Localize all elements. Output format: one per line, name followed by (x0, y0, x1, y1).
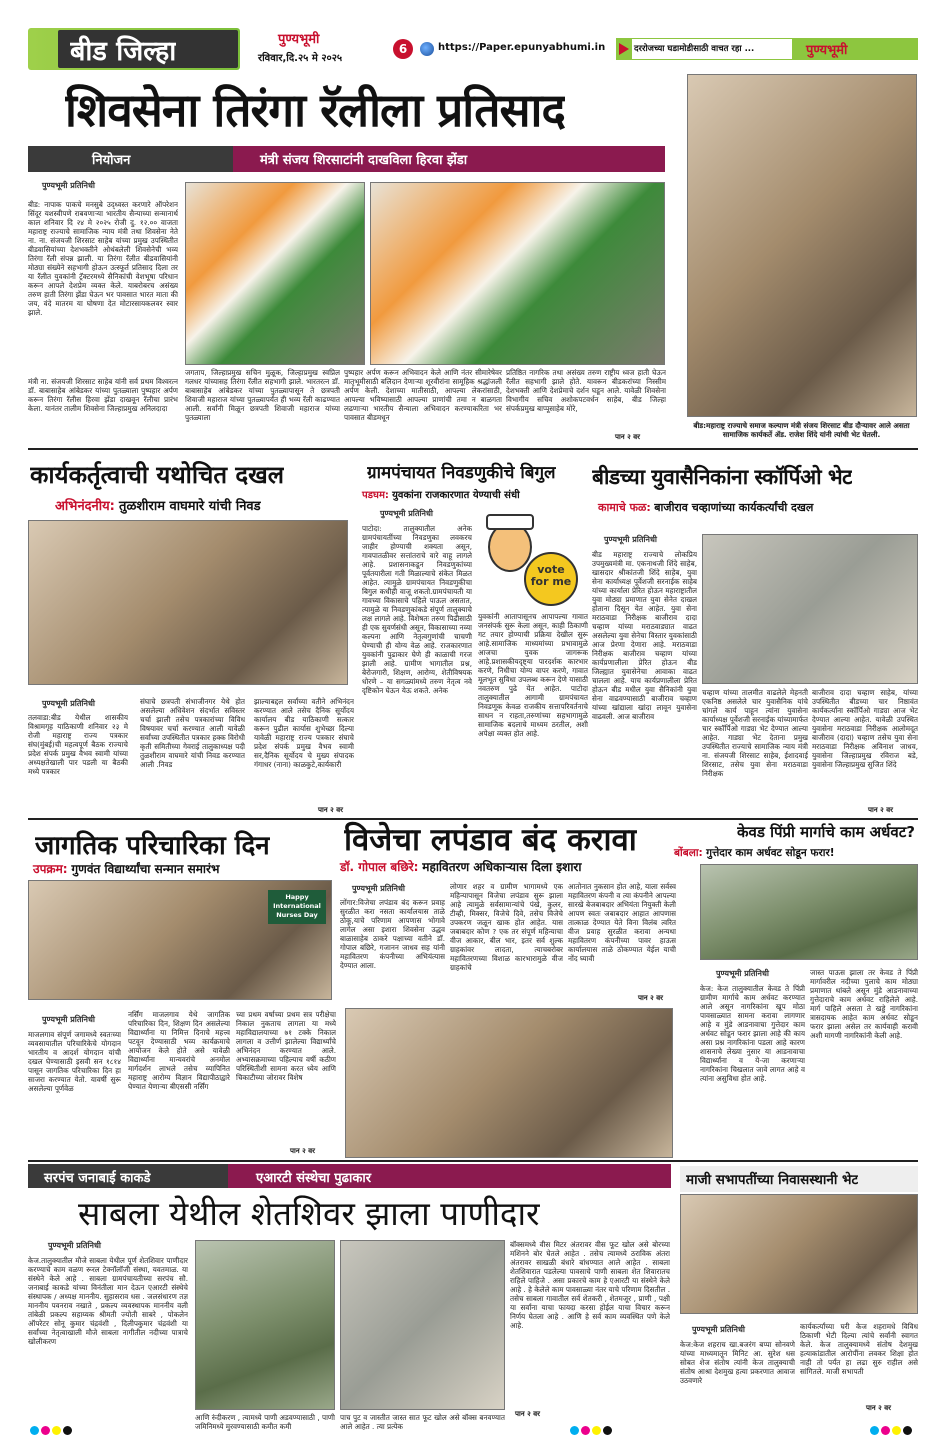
story3-byline: पुण्यभूमी प्रतिनिधी (380, 509, 433, 518)
story1-col2: जगताप, जिल्हाप्रमुख सचिन मुळूक, जिल्हाप्रमुख स्वप्निल गलधर यांच्यासह तिरंगा रॅलीत सहभागी झाले. भारतरत्न डॉ. बाबासाहेब आंबेडकर यांच्या पुतळ्यापासून ते छत्रपती शिवाजी महाराज यांच्या पुतळ्यापर्यंत ही भव्य रॅली काढण्यात आली. सर्वांनी मिळून छत्रपती शिवाजी महाराज यांच्या पुतळ्याला (185, 368, 340, 422)
cartoon-cap-icon (486, 514, 534, 530)
divider-1 (28, 448, 918, 450)
story6-col3: आतोनात नुकसान होत आहे, याला सर्वस्व महावितरण कंपनी व त्या कंपनीने आपल्या सारखे बेजबाबदार अभियंता नियुक्ती केली आपण स्वतः जबाबदार आहात आपणास तात्काळ देण्यात येते विना विलंब त्वरित वीज प्रवाह सुरळीत करावा अन्यथा महावितरण कंपनीच्या पावर हाऊस कार्यालयास ताळे ठोकण्यात येईल याची नोंद घ्यावी (568, 882, 676, 963)
story6-col1: लोंगार:विजेचा लपंडाव बंद करून प्रवाह सुरळीत करा नसता कार्यालयास ताळे ठोकू,याचे परिणाम आपणास भोगावे लागेल असा इशारा शिवसेना उद्धव बाळासाहेब ठाकरे पक्षाच्या वतीने डॉ. गोपाल बछिरे, गजानन जाधव सह यांनी महावितरण कंपनीच्या अभियंत्यास देण्यात आला. (340, 898, 445, 970)
story1-col4: प्रतिष्ठित नागरिक तथा असंख्य तरुण राष्ट्रीय ध्वज हाती घेऊन रॅलीत सहभागी झाले होते. यावरून बीडकरांच्या निस्सीम देशभक्ती आणि देशप्रेमाचे दर्शन घडून आले. यावेळी शिवसेना विभागीय सचिव अशोकपटवर्धन साहेब, बीड जिल्हा संपर्कप्रमुख बाप्पूसाहेब मोरे, (506, 368, 666, 413)
story4-sub-label: कामाचे फळ: (598, 501, 651, 514)
story1-col1b: मंत्री ना. संजयजी शिरसाट साहेब यांनी सर्व प्रथम विश्वरत्न डॉ. बाबासाहेब आंबेडकर यांच्या पुतळ्याला पुष्पहार अर्पण करून तिरंगा रॅलीस हिरवा झेंडा दाखवून रॅलीचा प्रारंभ केला. यानंतर तालीम शिवसेना जिल्हाप्रमुख अनिलदादा (28, 377, 178, 413)
story2-sub-label: अभिनंदनीय: (55, 499, 115, 514)
registration-dots-left (30, 1420, 74, 1439)
story7-sub-text: गुत्तेदार काम अर्धवट सोडून फरार! (706, 847, 835, 859)
story5-continued: पान २ वर (290, 1147, 315, 1155)
story6-sub-label: डॉ. गोपाल बछिरे: (340, 860, 419, 874)
story7-byline: पुण्यभूमी प्रतिनिधी (716, 969, 769, 978)
story4-continued: पान २ वर (868, 806, 893, 814)
story4-photo-scorpio (702, 534, 918, 684)
story1-continued: पान २ वर (615, 433, 640, 441)
paper-logo-right: पुण्यभूमी (806, 43, 848, 58)
story8-headline: साबला येथील शेतशिवर झाला पाणीदार (78, 1194, 540, 1233)
tagline-bar (616, 38, 918, 60)
story6-sub-text: महावितरण अधिकाऱ्यास दिला इशारा (422, 860, 582, 874)
story1-col1: बीड: नापाक पाकचे मनसुबे उद्ध्वस्त करणारे ऑपरेशन सिंदूर यशस्वीपणे राबवणाऱ्या भारतीय सैन्याच्या सन्मानार्थ काल शनिवार दि २४ मे २०२५ रोजी दु. १२.०० वाजता महाराष्ट्र राज्याचे सामाजिक न्याय मंत्री तथा शिवसेना नेते ना. ना. संजयजी शिरसाट साहेब यांच्या प्रमुख उपस्थितीत बीडवासियांच्या देशभक्तीने ओथंबलेली शिवसेनेची भव्य तिरंगा रॅली संपन्न झाली. या तिरंगा रॅलीत बीडवासियांनी मोठ्या संख्येने सहभागी होऊन उत्स्फूर्त प्रतिसाद दिला तर या रॅलीत युवकांनी ट्रॅक्टरमध्ये सैनिकांची वेशभूषा परिधान करून आपले देशप्रेम व्यक्त केले. याबरोबरच असंख्य तरुण हाती तिरंगा झेंडा घेऊन भर पावसात भारत माता की जय, वंदे मातरम या घोषणा देत मोटारसायकलवर स्वार झाले. (28, 200, 178, 317)
story3-sub-label: पडघम: (362, 490, 389, 501)
story9-byline: पुण्यभूमी प्रतिनिधी (692, 1325, 745, 1334)
story8-bar-right-text: एआरटी संस्थेचा पुढाकार (256, 1171, 372, 1186)
story1-photo-caption: बीड:महाराष्ट्र राज्याचे समाज कल्याण मंत्री संजय शिरसाट बीड दौऱ्यावर आले असता सामाजिक कार्यकर्ते ॲड. राजेश शिंदे यांनी त्यांची भेट घेतली. (693, 421, 910, 439)
story8-caption2: पाच पुट व जास्तीत जास्त सात फूट खोल असे बॉक्स बनवण्यात आले आहेत . त्या प्रत्येक (340, 1413, 505, 1431)
story1-headline: शिवसेना तिरंगा रॅलीला प्रतिसाद (65, 83, 565, 137)
story5-col2: नर्सिंग माजलगाव येथे जागतिक परिचारिका दिन, शिक्षण दिन असलेल्या विद्यार्थ्यांना या निमित्त दिनाचे महत्त्व पटवून देण्यासाठी भव्य कार्यक्रमाचे आयोजन केले होते असे यावेळी विद्यार्थ्यांना मान्यवरांचे अनमोल मार्गदर्शन लाभले तसेच व्यापिनित महाराष्ट्र आरोग्य विज्ञान विद्यापीठाद्वारे घेण्यात येणाऱ्या बीएससी नर्सिंग (128, 1010, 230, 1091)
story4-sub-text: बाजीराव चव्हाणांच्या कार्यकर्त्यांची दखल (654, 501, 814, 514)
masthead (28, 28, 918, 70)
story6-subhead (340, 858, 581, 875)
story7-headline: केवड पिंप्री मार्गाचे काम अर्धवट? (737, 823, 915, 841)
story5-byline: पुण्यभूमी प्रतिनिधी (42, 1015, 95, 1024)
story3-col2: युवकांनी आतापासूनच आपापल्या गावात जनसंपर्क सुरू केला असून, काही ठिकाणी गट तयार होण्याची प्रक्रिया देखील सुरू आहे.सामाजिक माध्यमांच्या प्रभावामुळे आजचा युवक जागरूक आहे.प्रशासकीयदृष्ट्या पारदर्शक कारभार करणे, निधीचा योग्य वापर करणे, गावात मूलभूत सुविधा उपलब्ध करून देणे यासाठी नवतरुण पुढे येत आहेत. पाटोदा तालुक्यातील आगामी ग्रामपंचायत निवडणूक केवळ राजकीय सत्तापरिवर्तनाचे साधन न राहता,तरुणांच्या सहभागामुळे सामाजिक बदलाचे माध्यम ठरतील, अशी अपेक्षा व्यक्त होत आहे. (478, 612, 588, 738)
website-url[interactable]: https://Paper.epunyabhumi.in (438, 42, 606, 53)
story3-headline: ग्रामपंचायत निवडणुकीचे बिगुल (367, 463, 556, 483)
registration-dots-mid (570, 1420, 614, 1439)
divider-3 (28, 1160, 918, 1162)
story1-photo-rally-left (185, 182, 365, 365)
story4-col2: चव्हाण यांच्या तालमीत वाढलेले मेहनती एकनिष्ठ असलेले चार युवासैनिक यांचे चांगले कार्य पाहून त्यांना युवासेना कार्याध्यक्ष पूर्वेशजी सरनाईक यांच्यामार्फत चार स्कॉर्पिओ गाड्या भेट देण्यात आल्या आहेत. गाड्या भेट देताना प्रमुख उपस्थितीत राज्याचे सामाजिक न्याय मंत्री ना. संजयजी शिरसाट साहेब, ईशादवाई शिरसाट, तसेच युवा सेना मराठवाडा निरीक्षक (702, 688, 808, 778)
arrow-icon (619, 43, 629, 55)
story2-col1: तलवाडा:बीड येथील शासकीय विश्रामगृह याठिकाणी शनिवार २३ मे रोजी महाराष्ट्र राज्य पत्रकार संघ(मुंबई)ची महत्वपूर्ण बैठक राज्याचे प्रदेश संपर्क प्रमुख वैभव स्वामी यांच्या अध्यक्षतेखाली पार पडली या बैठकी मध्ये पत्रकार (28, 713, 128, 776)
tagline: दररोजच्या घडामोडीसाठी वाचत रहा ... (634, 44, 755, 54)
story1-bar-right-text: मंत्री संजय शिरसाटांनी दाखविला हिरवा झेंडा (260, 153, 468, 168)
story3-cartoon (478, 512, 578, 608)
story6-col2: लोणार शहर व ग्रामीण भागामध्ये एक महिन्यापासून विजेचा लपंडाव सुरू झाला आहे त्यामुळे सर्वसामान्यांचे पंखे, कुलर, टीव्ही, मिक्सर, विजेचे दिवे, तसेच विजेचे उपकरण जळून खाक होत आहेत. यास जबाबदार कोण ? एक तर संपूर्ण महिन्याचा वीज आकार, बील भार, इतर सर्व शुल्क ग्राहकांवर लादता, त्याचबरोबर महावितरणच्या विशाळ कारभारामुळे वीज ग्राहकांचे (450, 882, 563, 972)
story6-photo-memorandum (345, 1008, 673, 1158)
issue-date: रविवार,दि.२५ मे २०२५ (258, 53, 343, 64)
story9-col2: कार्यकर्त्यांच्या घरी केज शहरामधे विविध ठिकाणी भेटी दिल्या त्यांचे सर्वांनी स्वागत केले. केज तालुक्यामध्ये संतोष देशमुख हत्याकांडातील आरोपींना लवकर शिक्षा होत नाही तो पर्यंत हा लढा सुरु राहील असे सांगितले. माजी सभापती (800, 1322, 918, 1376)
story2-col2: संघाचे छत्रपती संभाजीनगर येथे होत असलेल्या अधिवेशन संदर्भात सविस्तर चर्चा झाली तसेच पत्रकारांच्या विविध विषयावर चर्चा करण्यात आली यावेळी सर्वांच्या उपस्थितीत पत्रकार हक्क विरोधी कृती समितीच्या गेवराई तालुकाध्यक्ष पदी तुळशीराम वाघमारे यांची निवड करण्यात आली .निवड (140, 697, 245, 769)
story1-photo-rally-right (370, 182, 665, 365)
story2-continued: पान २ वर (318, 806, 343, 814)
story8-caption1: आणि रुंदीकरण , त्यामध्ये पाणी अडवण्यासाठी , पाणी जमिनिमध्ये मुरवण्यासाठी कमीत कमी (195, 1413, 335, 1431)
story8-continued: पान २ वर (515, 1410, 540, 1418)
registration-dots-right (870, 1420, 914, 1439)
story8-photo-people (340, 1240, 505, 1410)
story1-bar-left-text: नियोजन (92, 153, 131, 168)
story8-bar-left-text: सरपंच जनाबाई काकडे (44, 1171, 151, 1186)
page-number-badge: 6 (393, 39, 413, 59)
story9-continued: पान २ वर (866, 1404, 891, 1412)
story2-byline: पुण्यभूमी प्रतिनिधी (42, 699, 95, 708)
vote-badge-text: vote for me (530, 563, 572, 588)
story7-col1: केज: केज तालुक्यातील केवड ते पिंप्री ग्रामीण मार्गाचे काम अर्धवट करण्यात आले असून नागरिकांना खूप मोठा पावसाळ्यात सामना करावा लागणार आहे व मुंडे आडनावाचा गुत्तेदार काम अर्धवट सोडून फरार झाला आहे की काय असा प्रश्न नागरिकांना पडला आहे कारण शासनाचे लेख्या नुसार या आडनावाचा विद्यार्थ्यांना व ये-जा करणाऱ्या नागरिकांना चिखलात जावे लागत आहे व त्यांना असुविधा होत आहे. (700, 984, 805, 1083)
story5-subhead (33, 860, 219, 877)
story4-subhead (598, 500, 813, 515)
story2-photo-group (28, 520, 348, 685)
story2-subhead (55, 496, 261, 514)
story5-sub-label: उपक्रम: (33, 862, 68, 876)
globe-icon (420, 42, 434, 56)
story8-col1: केज.तालुक्यातील मौजे साबला येथील पूर्ण शेतशिवार पाणीदार करण्याचे काम वळण रूरल टेक्नॉलॉजी संस्था, यवतमाळ. या संस्थेने केले आहे . साबला ग्रामपंचायतीच्या सरपंच सौ. जनाबाई काकडे यांच्या विनंतीला मान देऊन एआरटी संस्थेचे संस्थापक / अध्यक्ष माननीय. सुहासराव धस . जलसंधारण तज्ञ माननीय पवनराव नखाते , प्रकल्प व्यवस्थापक माननीय वली तांबेळी प्रकल्प सहाय्यक श्रीमती ज्योती साबरे , पोकलेन ऑपरेटर सोनू कुमार चंद्रवंशी , दिलीपकुमार चंद्रवंशी या सर्वांच्या नेतृत्वाखाली मौजे साबला नागीतील नदीच्या पात्राचे खोलीकरण (28, 1256, 188, 1346)
story1-photo-meeting (687, 74, 917, 417)
story2-col3: झाल्याबद्दल सर्वांच्या वतीने अभिनंदन करण्यात आले तसेच दैनिक सूर्योदय कार्यालय बीड याठिकाणी सत्कार करून पुढील कार्यास शुभेच्छा दिल्या यावेळी महाराष्ट्र राज्य पत्रकार संघाचे प्रदेश संपर्क प्रमुख वैभव स्वामी सर,दैनिक सूर्योदय चे मुख्य संपादक गंगाधर (नाना) काळकुटे,कार्यकारी (254, 697, 354, 769)
story6-continued: पान २ वर (638, 994, 663, 1002)
story7-col2: जास्त पाऊस झाला तर केवड ते पिंप्री मार्गावरील नदीच्या पुलाचे काम मोठ्या प्रमाणात थांबले असून मुंडे आडनावाच्या गुत्तेदाराचे काम अर्धवट राहिलेले आहे. मार्ग पाहिले असता ते खड्डे नागरिकांना त्रासदायक आहेत काम अर्धवट सोडून फरार झाला असेल तर कार्यवाही करावी अशी मागणी नागरिकांनी केली आहे. (810, 968, 918, 1040)
story4-col1: बीड महाराष्ट्र राज्याचे लोकप्रिय उपमुख्यमंत्री मा. एकनाथजी शिंदे साहेब, खासदार श्रीकांतजी शिंदे साहेब, युवा सेना कार्याध्यक्ष पूर्वेशजी सरनाईक साहेब यांच्या कार्याला प्रेरित होऊन महाराष्ट्रातील युवा मोठ्या प्रमाणात युवा सेनेत दाखल होताना दिसून येत आहेत. युवा सेना मराठवाडा निरीक्षक बाजीराव दादा चव्हाण यांच्या मराठवाड्यात वाढत असलेल्या युवा सेनेचा विस्तार युवकांसाठी आज प्रेरणा देणारा आहे. मराठवाडा निरीक्षक बाजीराव चव्हाण यांच्या कार्यप्रणालीला प्रेरित होऊन बीड जिल्ह्यात युवासेनेचा आवाका वाढत चालला आहे. याच कार्यप्रणालीला प्रेरित होऊन बीड मधील युवा सैनिकांनी युवा सेना वाढवण्यासाठी बाजीराव चव्हाण यांच्या खांद्याला खांदा लावून युवासेना वाढवली. आज बाजीराव (592, 550, 697, 721)
story5-photo-sign: Happy International Nurses Day (268, 890, 326, 924)
story4-col3: बाजीराव दादा चव्हाण साहेब, यांच्या उपस्थितीत बीडच्या चार निष्ठावंत कार्यकर्त्यांना स्कॉर्पिओ गाड्या आज भेट देण्यात आल्या आहेत. यावेळी उपस्थित युवासेना मराठवाडा निरीक्षक आलोमदूत बाजीराव (दादा) चव्हाण तसेच युवा सेना मराठवाडा निरीक्षक अविनाश जाधव, युवासेना जिल्हाप्रमुख रविराज बडे, युवासेना जिल्हाप्रमुख सुजित शिंदे (812, 688, 918, 769)
story5-col1: माजलगाव संपूर्ण जगामध्ये स्वतःच्या व्यवसायातील परिचारिकेचे योगदान भारतीय व आदर्श योगदान यांची दखल घेण्यासाठी इसवी सन १८१४ पासून जागतिक परिचारिका दिन हा साजरा करण्यात येतो. यावर्षी सुरू असलेल्या पूर्णवेळ (28, 1030, 121, 1093)
paper-logo: पुण्यभूमी (278, 32, 320, 47)
story7-subhead (674, 846, 835, 860)
story4-byline: पुण्यभूमी प्रतिनिधी (604, 535, 657, 544)
story6-byline: पुण्यभूमी प्रतिनिधी (352, 884, 405, 893)
story3-col1: पाटोदा: तालुक्यातील अनेक ग्रामपंचायतींच्या निवडणुका लवकरच जाहीर होण्याची शक्यता असून, गावपातळीवर सत्तांतराचे वारे वाहू लागले आहे. प्रशासनाकडून निवडणुकांच्या पूर्वतयारीला गती मिळाल्याचे संकेत मिळत आहेत. त्यामुळे ग्रामपंचायत निवडणुकीचा बिगुल कधीही वाजू शकतो.ग्रामपंचायती या गावच्या विकासाचे पहिले पाऊल असतात, त्यामुळे या निवडणुकांकडे संपूर्ण तालुक्याचे लक्ष लागले आहे. विशेषतः तरुण पिढीसाठी ही एक सुवर्णसंधी असून, विकासाच्या नव्या कल्पना आणि नेतृत्वगुणांची चाचणी घेण्याची ही योग्य वेळ आहे. राजकारणात युवकांनी पुढाकार घेणे ही काळाची गरज झाली आहे. ग्रामीण भागातील प्रश्न, बेरोजगारी, शिक्षण, आरोग्य, शेतीविषयक धोरणे – या सगळ्यांमध्ये तरुण नेतृत्व नवे दृष्टिकोन घेऊन येऊ शकते. अनेक (362, 524, 472, 695)
section-badge (28, 28, 240, 70)
story7-photo-road (700, 864, 918, 960)
story7-sub-label: बोंबला: (674, 847, 703, 859)
story5-headline: जागतिक परिचारिका दिन (35, 831, 270, 861)
story1-byline: पुण्यभूमी प्रतिनिधी (42, 181, 95, 190)
story9-headline: माजी सभापतींच्या निवासस्थानी भेट (686, 1172, 859, 1188)
story8-byline: पुण्यभूमी प्रतिनिधी (48, 1241, 101, 1250)
story9-photo-visit (680, 1194, 918, 1314)
story8-photo-canal (195, 1240, 335, 1410)
story3-sub-text: युवकांना राजकारणात येण्याची संधी (392, 490, 520, 501)
story5-col3: च्या प्रथम वर्षाच्या प्रथम सत्र परीक्षेचा निकाल नुकताच लागला या मध्ये महाविद्यालयाच्या ७१ टक्के निकाल लागला व उत्तीर्ण झालेल्या विद्यार्थ्यांचे अभिनंदन करण्यात आले. अभ्यासक्रमाच्या पहिल्याच वर्षी कठीण परिस्थितीशी सामना करत ध्येय आणि चिकाटीच्या जोरावर विशेष (236, 1010, 336, 1082)
story4-headline: बीडच्या युवासैनिकांना स्कॉर्पिओ भेट (592, 465, 853, 489)
story9-col1: केज:केज शहराच खा.बजरंग बप्पा सोनवणे यांच्या माध्यमातून मिनिट आ. सुरेश धस सोबत शेज संतोष त्यांनी केज तालुक्याची संतोष आश्रा देशमुख हत्या प्रकरणात आवाज उठवणारे (680, 1340, 795, 1385)
story1-bar-left (28, 146, 233, 172)
story1-col3: पुष्पहार अर्पण करून अभिवादन केले आणि नंतर सीमारेषेवर मातृभूमीसाठी बलिदान देणाऱ्या शूरवीरांना सामूहिक श्रद्धांजली अर्पण केली. देशाच्या मातीसाठी, आपल्या लेकरांसाठी, आपल्या भविष्यासाठी आपल्या प्राणांची तमा न बाळगता लढणाऱ्या भारतीय सैन्याला अभिवादन करण्याकरिता भर पावसात बीडमधून (344, 368, 502, 422)
story2-sub-text: तुळशीराम वाघमारे यांची निवड (119, 499, 261, 514)
story3-subhead (362, 487, 520, 501)
section-title: बीड जिल्हा (70, 36, 177, 67)
story8-col2: बॉक्समध्ये वीस मिटर अंतरावर वीस फूट खोल असे बोरच्या मशिनने बोर घेतले आहेत . तसेच त्यामध्ये ठराविक अंतरा अंतरावर साखळी बंधारे बांधण्यात आले आहेत . साबला शेतशिवारात पडलेल्या पावसाचे पाणी साबला शेत शिवारातच राहिले पाहिजे . असा प्रकारचे काम हे एआरटी या संस्थेने केले आहे . हे केलेले काम पावसाळ्या नंतर याचे परिणाम दिसतील . तसेच साबला गावातील सर्व शेतकरी , शेतमजूर , प्राणी , पक्षी या सर्वांना याचा फायदा करसा होईल याचा विचार करून निर्णय घेतला आहे . आणि हे सर्व काम व्यवस्थित पणे केले आहे. (510, 1240, 670, 1330)
story6-headline: विजेचा लपंडाव बंद करावा (344, 822, 637, 858)
story2-headline: कार्यकर्तृत्वाची यथोचित दखल (30, 461, 285, 489)
story5-sub-text: गुणवंत विद्यार्थ्यांचा सन्मान समारंभ (71, 862, 220, 876)
